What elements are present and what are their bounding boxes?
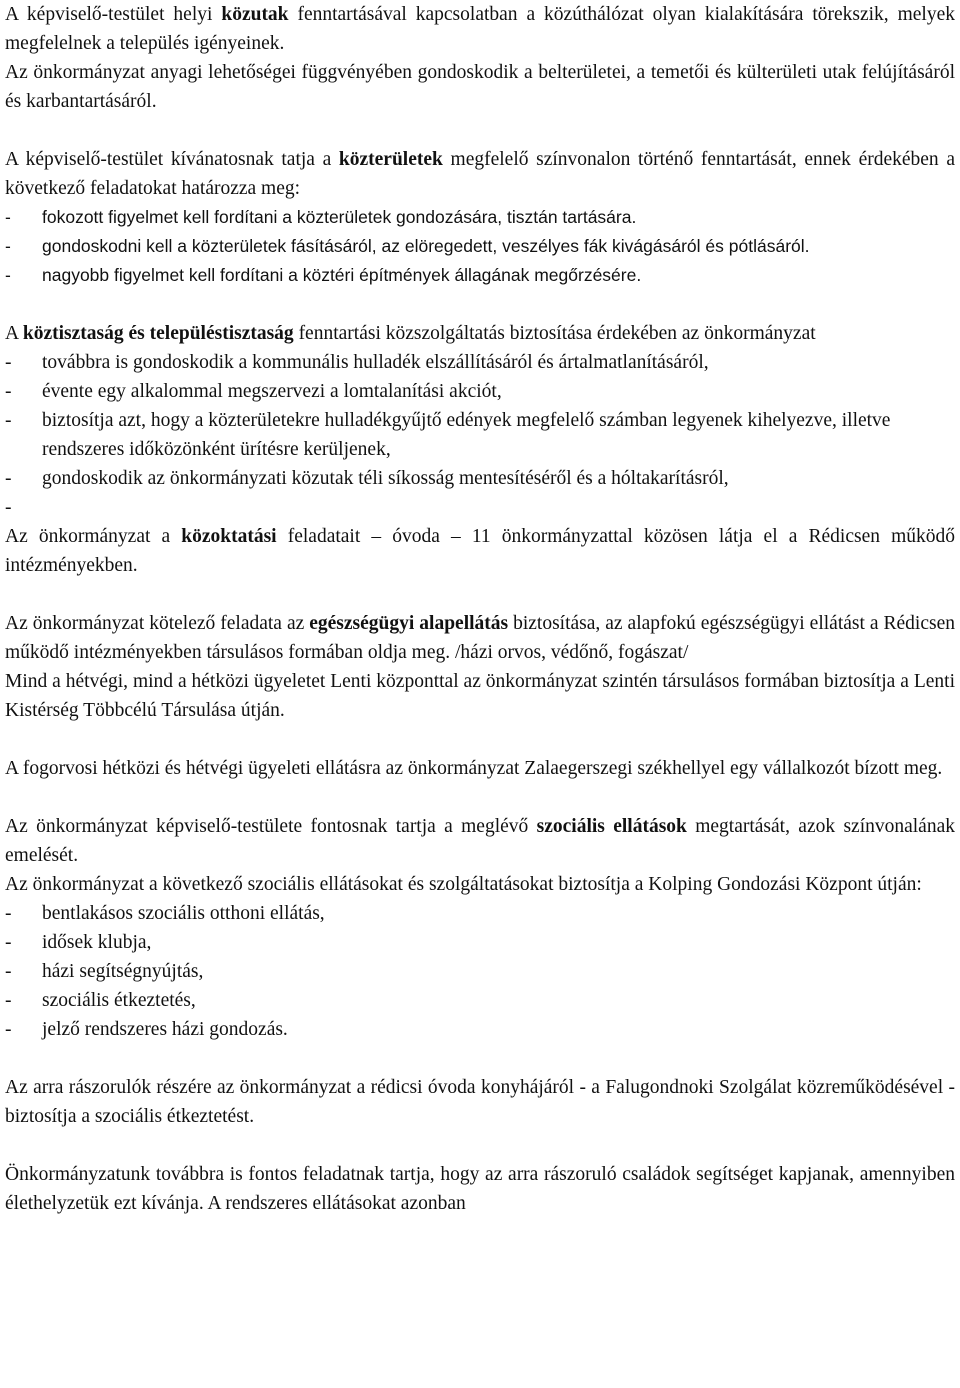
paragraph-roads-maintenance: Az önkormányzat anyagi lehetőségei függvényében gondoskodik a belterületei, a temetői és külterületi utak felújításáról és karbantartásáról. [5,62,955,112]
paragraph-cleanliness: A köztisztaság és településtisztaság fenntartási közszolgáltatás biztosítása érdekében az önkormányzat [5,323,816,344]
keyword-cleanliness: köztisztaság és településtisztaság [22,323,294,344]
list-item: - jelző rendszeres házi gondozás. [5,1019,288,1040]
list-item: - továbbra is gondoskodik a kommunális hulladék elszállításáról és ártalmatlanításáról, [5,352,709,373]
list-item: - házi segítségnyújtás, [5,961,204,982]
keyword-healthcare: egészségügyi alapellátás [309,613,509,634]
paragraph-public-areas: A képviselő-testület kívánatosnak tatja a közterületek megfelelő színvonalon történő fenntartását, ennek érdekében a következő feladatokat határozza meg: [5,149,955,199]
list-social-services [5,899,955,1044]
list-item: - bentlakásos szociális otthoni ellátás, [5,903,325,924]
list-item: - évente egy alkalommal megszervezi a lomtalanítási akciót, [5,381,502,402]
list-item: - gondoskodni kell a közterületek fásításáról, az elöregedett, veszélyes fák kivágásáról és pótlásáról. [5,236,810,256]
paragraph-social: Az önkormányzat képviselő-testülete fontosnak tartja a meglévő szociális ellátások megtartását, azok színvonalának emelését. [5,816,955,866]
list-item: - gondoskodik az önkormányzati közutak téli síkosság mentesítéséről és a hóltakarításról, [5,468,729,489]
list-item: - nagyobb figyelmet kell fordítani a köztéri építmények állagának megőrzésére. [5,265,642,285]
paragraph-education: Az önkormányzat a közoktatási feladatait – óvoda – 11 önkormányzattal közösen látja el a Rédicsen működő intézményekben. [5,526,955,576]
paragraph-dentist: A fogorvosi hétközi és hétvégi ügyeleti ellátásra az önkormányzat Zalaegerszegi székhellyel egy vállalkozót bízott meg. [5,758,943,779]
list-cleanliness [5,348,955,522]
paragraph-families: Önkormányzatunk továbbra is fontos feladatnak tartja, hogy az arra rászoruló családok segítséget kapjanak, amennyiben élethelyzetük ezt kívánja. A rendszeres ellátásokat azonban [5,1164,955,1214]
paragraph-healthcare: Az önkormányzat kötelező feladata az egészségügyi alapellátás biztosítása, az alapfokú egészségügyi ellátást a Rédicsen működő intézményekben társulásos formában oldja meg. /házi orvos, védőnő, fogászat/ [5,613,955,663]
list-item: - fokozott figyelmet kell fordítani a közterületek gondozására, tisztán tartására. [5,207,637,227]
keyword-public-areas: közterületek [338,149,443,170]
paragraph-duty-service: Mind a hétvégi, mind a hétközi ügyeletet Lenti központtal az önkormányzat szintén társulásos formában biztosítja a Lenti Kistérség Többcélú Társulása útján. [5,671,955,721]
list-item: - idősek klubja, [5,932,152,953]
list-item: - szociális étkeztetés, [5,990,196,1011]
keyword-roads: közutak [221,4,289,25]
list-item-empty: - [5,497,12,518]
paragraph-roads: A képviselő-testület helyi közutak fenntartásával kapcsolatban a közúthálózat olyan kialakítására törekszik, melyek megfelelnek a település igényeinek. [5,4,956,54]
list-public-areas [5,203,955,290]
list-item: - biztosítja azt, hogy a közterületekre hulladékgyűjtő edények megfelelő számban legyenek kihelyezve, illetve rendszeres időközönként ürítésre kerüljenek, [5,410,891,460]
keyword-social: szociális ellátások [536,816,687,837]
paragraph-meals: Az arra rászorulók részére az önkormányzat a rédicsi óvoda konyhájáról - a Falugondnoki Szolgálat közreműködésével - biztosítja a szociális étkeztetést. [5,1077,955,1127]
paragraph-kolping: Az önkormányzat a következő szociális ellátásokat és szolgáltatásokat biztosítja a Kolping Gondozási Központ útján: [5,874,922,895]
keyword-education: közoktatási [181,526,277,547]
